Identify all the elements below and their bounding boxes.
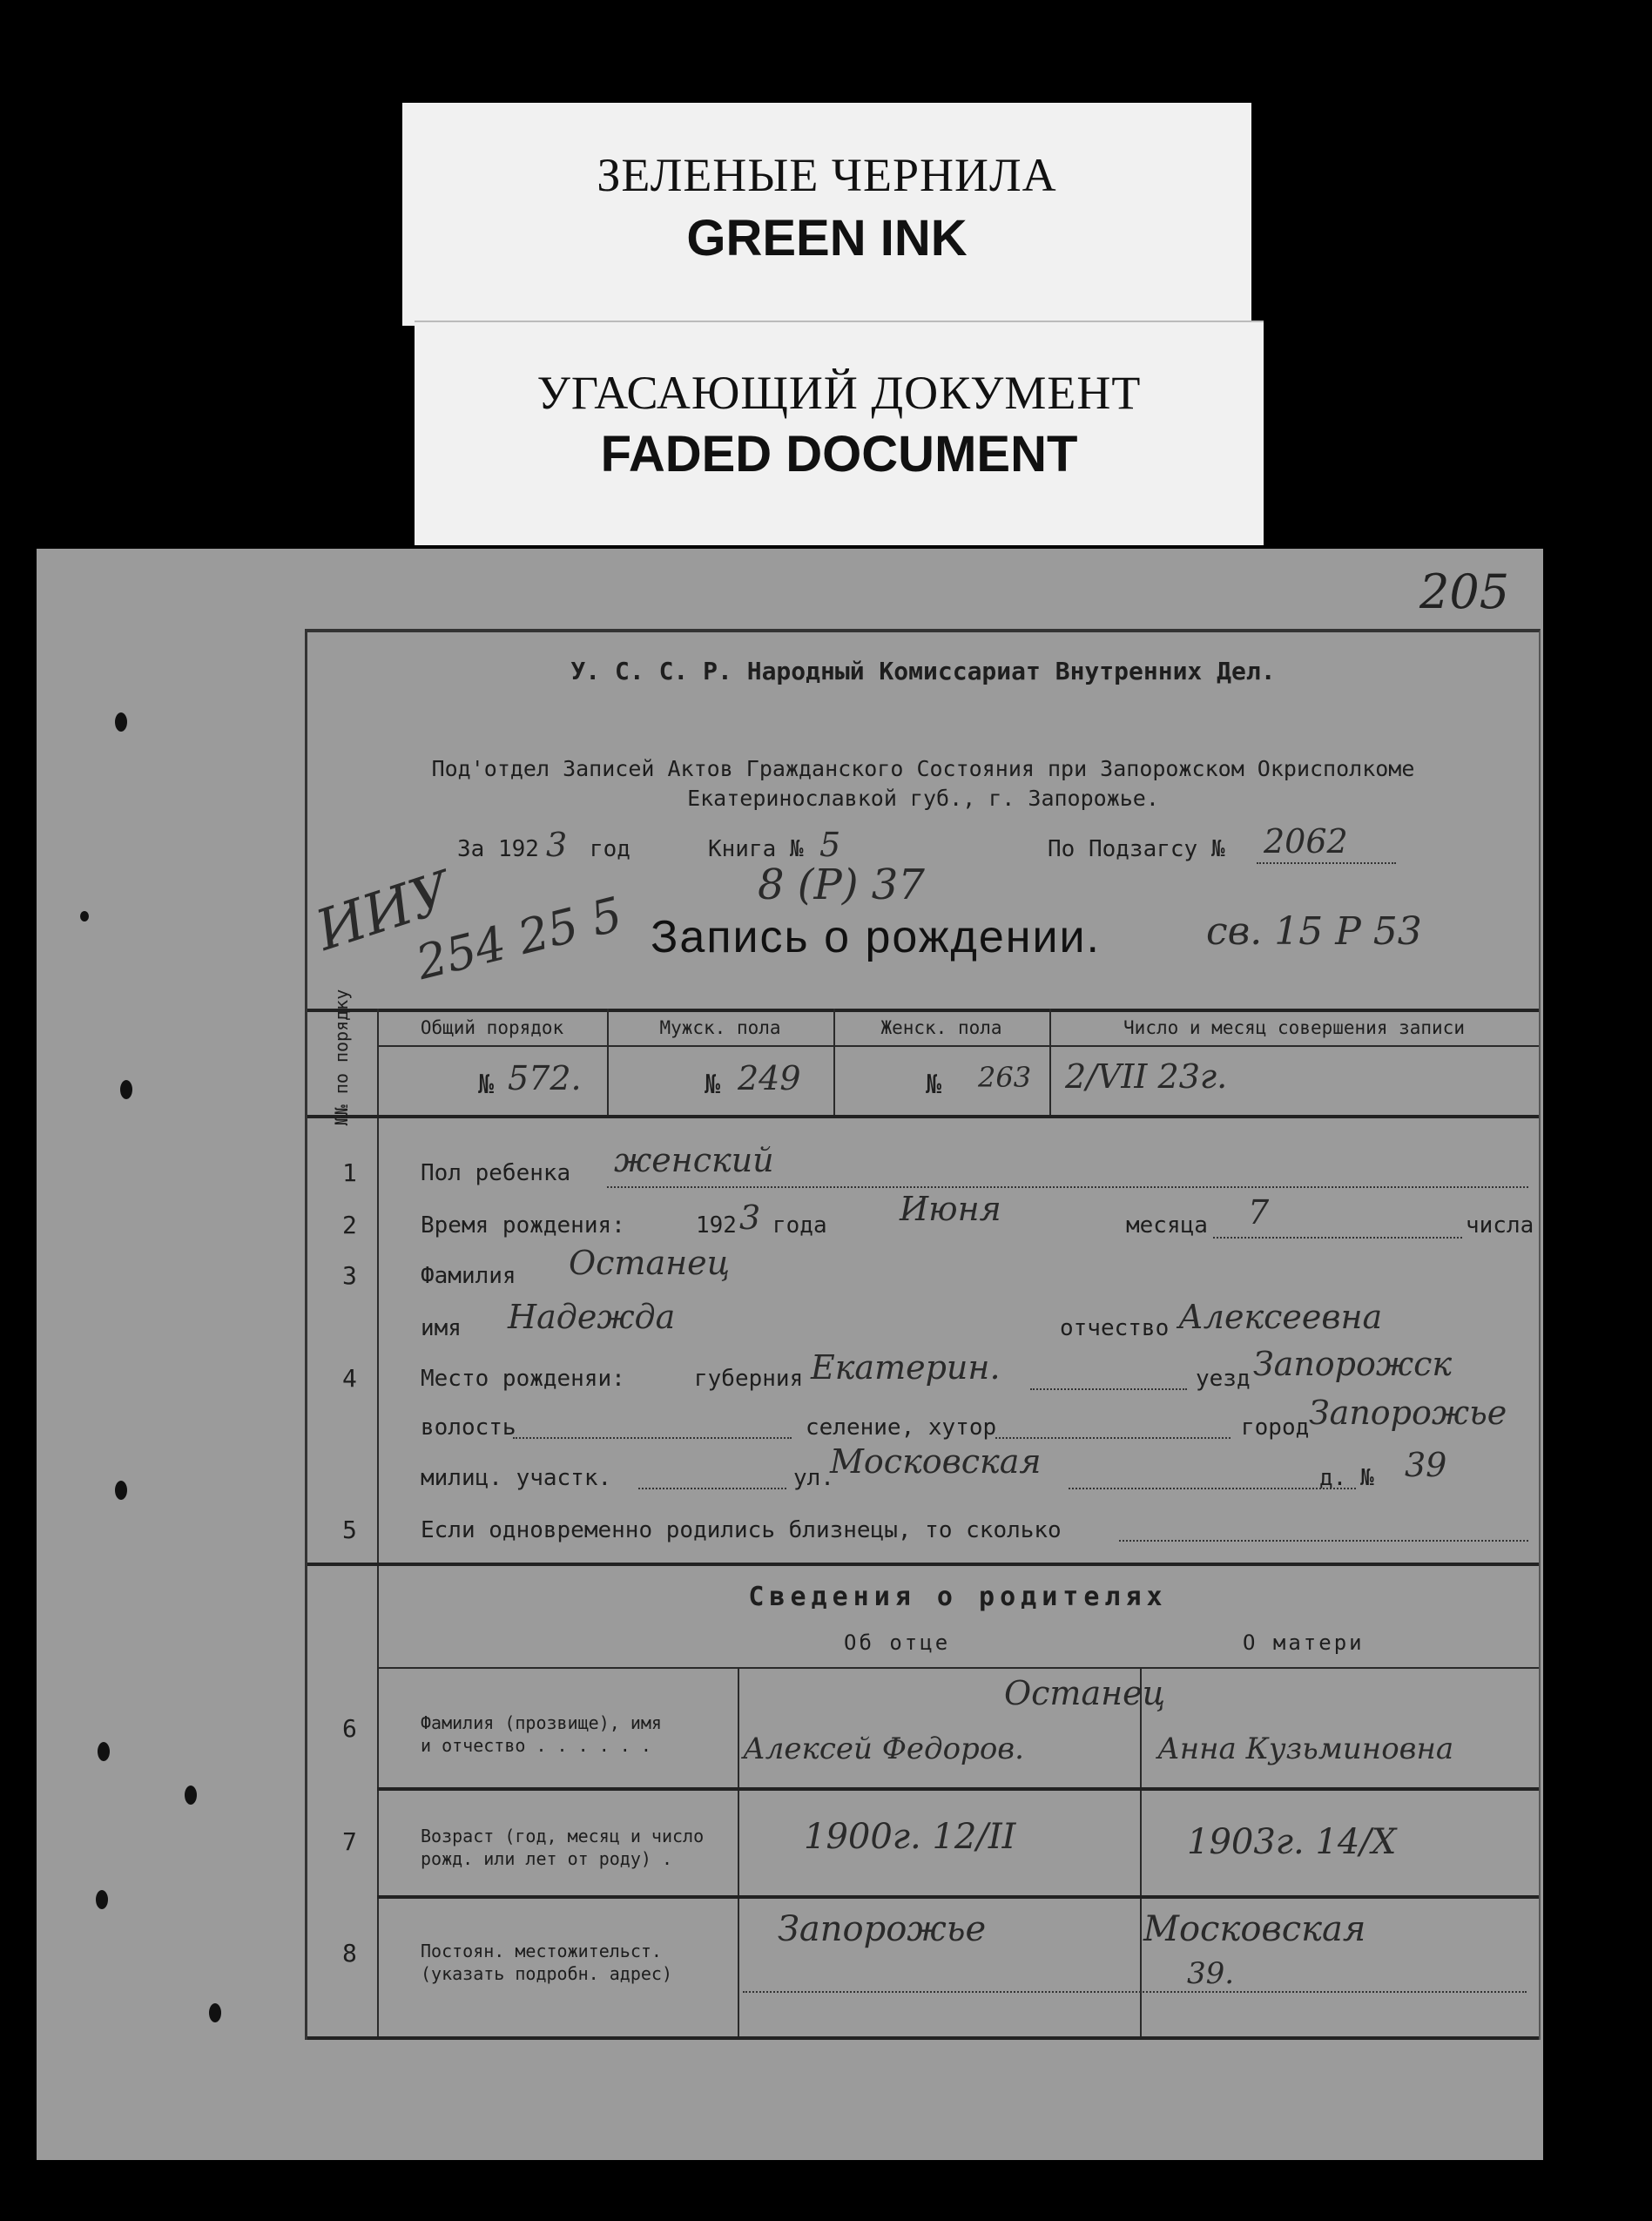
row-4-uezd-value: Запорожск (1253, 1345, 1453, 1383)
col-no-header: №№ по порядку (331, 989, 352, 1126)
row-3b-label: имя (421, 1315, 462, 1341)
row-2-day-word: числа (1466, 1212, 1534, 1239)
male-no-label: № (705, 1070, 721, 1100)
female-no-label: № (926, 1070, 942, 1100)
row-6-mother-name: Анна Кузьминовна (1157, 1732, 1454, 1766)
punch-hole (209, 2003, 221, 2022)
record-title: Запись о рождении. (651, 912, 1101, 962)
row-3b-patr-label: отчество (1060, 1315, 1170, 1341)
date-value: 2/VII 23г. (1065, 1057, 1228, 1096)
row-7-father-age: 1900г. 12/II (804, 1817, 1016, 1857)
row-8-father-address: Запорожье (778, 1909, 987, 1949)
row-6-surname: Останец (1004, 1674, 1166, 1712)
parents-title: Сведения о родителях (748, 1582, 1168, 1612)
punch-hole (115, 1481, 127, 1500)
book-label: Книга № (708, 836, 804, 862)
father-col-header: Об отце (844, 1630, 951, 1655)
row-7-label-2: рожд. или лет от роду) . (421, 1848, 672, 1869)
row-4-num: 4 (342, 1364, 357, 1393)
row-4-label: Место рожденяи: (421, 1366, 625, 1392)
row-4b-vol-label: волость (421, 1414, 516, 1441)
row-4c-street-label: ул. (793, 1465, 834, 1491)
row-3b-value: Надежда (508, 1298, 676, 1336)
female-no-value: 263 (978, 1061, 1032, 1094)
year-word: год (590, 836, 630, 862)
punch-hole (98, 1742, 110, 1761)
row-8-mother-house: 39. (1187, 1956, 1235, 1991)
row-8-mother-address: Московская (1143, 1909, 1366, 1949)
punch-hole (96, 1890, 108, 1909)
row-8-label-1: Постоян. местожительст. (421, 1941, 662, 1961)
row-2-day-value: 7 (1248, 1193, 1270, 1232)
row-2-year: 192 (696, 1212, 737, 1239)
margin-note-2: 254 25 5 (410, 886, 628, 991)
row-6-label-2: и отчество . . . . . . (421, 1735, 651, 1756)
punch-hole (115, 712, 127, 732)
row-4c-street-value: Московская (830, 1442, 1042, 1481)
col-date-header: Число и месяц совершения записи (1123, 1017, 1465, 1038)
row-3-num: 3 (342, 1261, 357, 1290)
row-2-month-value: Июня (900, 1190, 1001, 1228)
birth-record-form (305, 629, 1541, 2040)
col-male-header: Мужск. пола (659, 1017, 781, 1038)
row-2-num: 2 (342, 1211, 357, 1239)
row-4b-city-value: Запорожье (1309, 1394, 1507, 1432)
green-ink-en: GREEN INK (686, 210, 968, 267)
row-1-value: женский (614, 1141, 774, 1179)
row-4c-house-label: д. № (1319, 1465, 1374, 1491)
row-6-num: 6 (342, 1714, 357, 1743)
row-7-mother-age: 1903г. 14/X (1187, 1822, 1397, 1862)
row-2-year-word: года (772, 1212, 827, 1239)
row-3-value: Останец (569, 1244, 731, 1282)
row-4-gub-value: Екатерин. (811, 1348, 1001, 1387)
row-2-label: Время рождения: (421, 1212, 625, 1239)
podzags-label: По Подзагсу № (1048, 836, 1225, 862)
row-4b-city-label: город (1241, 1414, 1310, 1441)
faded-en: FADED DOCUMENT (600, 426, 1078, 483)
margin-note-1: ИИУ (308, 860, 460, 964)
faded-document-label (415, 321, 1264, 545)
punch-hole (120, 1080, 132, 1099)
punch-hole (80, 911, 89, 921)
row-4-gub-label: губерния (694, 1366, 804, 1392)
row-2-month-word: месяца (1126, 1212, 1208, 1239)
green-ink-label (402, 103, 1251, 326)
col-general-header: Общий порядок (420, 1017, 564, 1038)
page-number: 205 (1419, 564, 1510, 619)
general-no-label: № (478, 1070, 495, 1100)
header-subdept: Под'отдел Записей Актов Гражданского Состояния при Запорожском Окрисполкоме (431, 756, 1415, 781)
faded-ru: УГАСАЮЩИЙ ДОКУМЕНТ (536, 367, 1142, 419)
row-6-father-name: Алексей Федоров. (743, 1732, 1024, 1766)
row-4c-house-value: 39 (1405, 1446, 1447, 1484)
podzags-value: 2062 (1264, 822, 1348, 861)
book-value: 5 (819, 826, 841, 864)
margin-note-3: 8 (Р) 37 (758, 861, 925, 909)
row-1-label: Пол ребенка (421, 1160, 571, 1186)
mother-col-header: О матери (1243, 1630, 1365, 1655)
row-2-year-value: 3 (739, 1198, 761, 1237)
year-value: 3 (546, 826, 568, 864)
row-8-num: 8 (342, 1939, 357, 1968)
header-ussr: У. С. С. Р. Народный Комиссариат Внутренних Дел. (570, 657, 1276, 685)
row-3b-patr-value: Алексеевна (1178, 1298, 1383, 1336)
row-4b-sel-label: селение, хутор (806, 1414, 997, 1441)
general-no-value: 572. (508, 1059, 582, 1097)
row-4-uezd-label: уезд (1196, 1366, 1251, 1392)
year-label: За 192 (457, 836, 539, 862)
row-1-num: 1 (342, 1158, 357, 1187)
header-region: Екатеринославкой губ., г. Запорожье. (687, 786, 1159, 811)
row-3-label: Фамилия (421, 1263, 516, 1289)
row-5-num: 5 (342, 1516, 357, 1544)
green-ink-ru: ЗЕЛЕНЫЕ ЧЕРНИЛА (597, 149, 1057, 201)
punch-hole (185, 1786, 197, 1805)
col-female-header: Женск. пола (880, 1017, 1002, 1038)
row-5-label: Если одновременно родились близнецы, то сколько (421, 1517, 1062, 1543)
row-4c-label: милиц. участк. (421, 1465, 612, 1491)
male-no-value: 249 (738, 1059, 801, 1097)
row-7-label-1: Возраст (год, месяц и число (421, 1826, 705, 1846)
row-8-label-2: (указать подробн. адрес) (421, 1963, 672, 1984)
row-7-num: 7 (342, 1827, 357, 1856)
record-title-note: св. 15 Р 53 (1206, 909, 1422, 954)
row-6-label-1: Фамилия (прозвище), имя (421, 1712, 662, 1733)
